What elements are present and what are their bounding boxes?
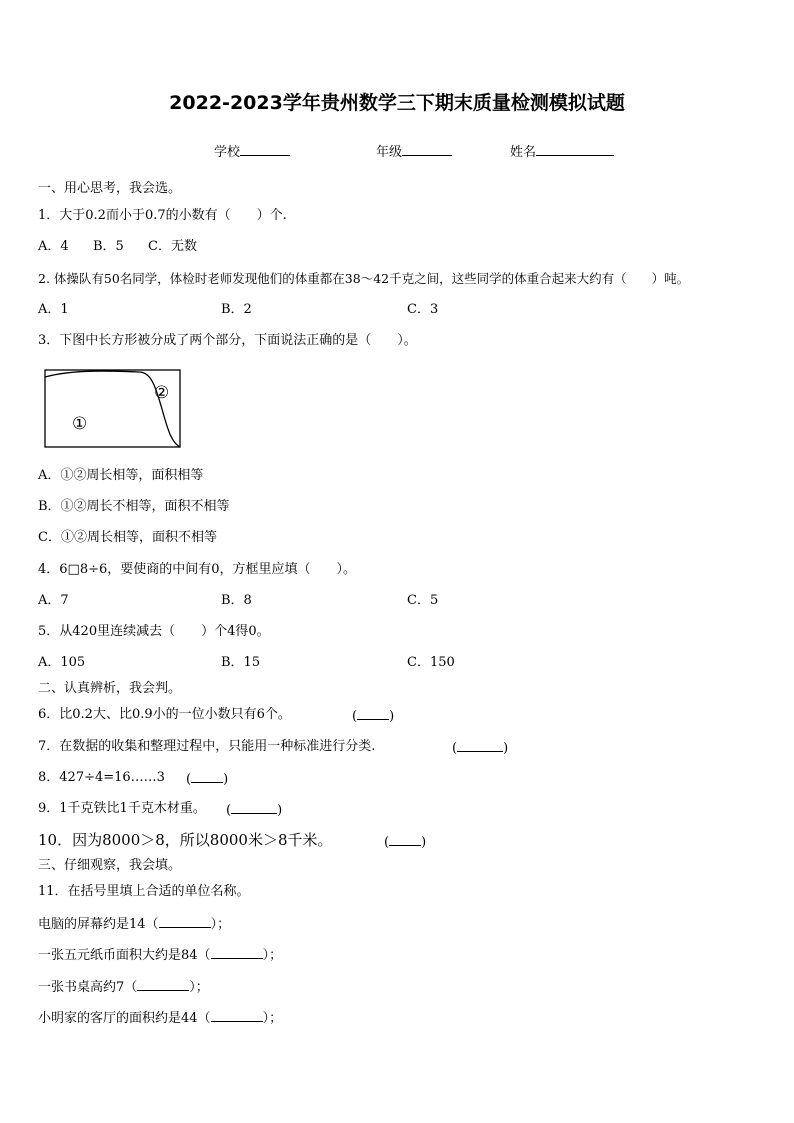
school-blank[interactable] — [240, 143, 290, 156]
section-1-heading: 一、用心思考，我会选。 — [38, 181, 182, 196]
q11-line-3-text: 一张书桌高约7 — [38, 980, 125, 995]
q8-answer-blank[interactable]: ( ) — [186, 772, 229, 787]
question-3: 3．下图中长方形被分成了两个部分，下面说法正确的是（ ）。 — [38, 333, 417, 348]
q4-option-c[interactable]: C．5 — [407, 593, 439, 608]
q11-line-2-text: 一张五元纸币面积大约是84 — [38, 948, 198, 963]
q9-answer-blank[interactable]: ( ) — [226, 803, 283, 818]
q10-answer-blank[interactable]: ( ) — [384, 835, 427, 850]
name-blank[interactable] — [536, 143, 614, 156]
q4-option-b[interactable]: B．8 — [221, 593, 252, 608]
q11-line-1-text: 电脑的屏幕约是14 — [38, 917, 146, 932]
rectangle-outline — [45, 370, 180, 447]
question-1: 1．大于0.2而小于0.7的小数有（ ）个. — [38, 208, 287, 223]
q7-answer-blank[interactable]: ( ) — [452, 741, 509, 756]
q11-line-2: 一张五元纸币面积大约是84（ ）； — [38, 948, 283, 963]
school-field — [214, 141, 290, 160]
region-2-label: ② — [154, 383, 170, 403]
question-8: 8．427÷4=16……3 — [38, 770, 165, 785]
q11-line-4-text: 小明家的客厅的面积约是44 — [38, 1011, 198, 1026]
grade-field — [376, 141, 452, 160]
question-2: 2. 体操队有50名同学，体检时老师发现他们的体重都在38～42千克之间，这些同学的体重合起来大约有（ ）吨。 — [38, 271, 690, 286]
q11-blank-2[interactable] — [211, 946, 263, 959]
question-7: 7．在数据的收集和整理过程中，只能用一种标准进行分类. — [38, 739, 376, 754]
question-11: 11．在括号里填上合适的单位名称。 — [38, 884, 250, 899]
question-5: 5．从420里连续减去（ ）个4得0。 — [38, 624, 270, 639]
question-9: 9．1千克铁比1千克木材重。 — [38, 801, 206, 816]
q5-option-c[interactable]: C．150 — [407, 655, 455, 670]
school-label: 学校 — [214, 145, 241, 160]
grade-blank[interactable] — [402, 143, 452, 156]
question-10: 10．因为8000＞8，所以8000米＞8千米。 — [38, 831, 333, 849]
q11-line-3: 一张书桌高约7（ ）； — [38, 980, 209, 995]
question-6: 6．比0.2大、比0.9小的一位小数只有6个。 — [38, 707, 291, 722]
q1-option-a[interactable]: A．4 — [38, 239, 69, 254]
page-title: 2022-2023学年贵州数学三下期末质量检测模拟试题 — [169, 92, 625, 114]
q11-blank-4[interactable] — [211, 1009, 263, 1022]
q2-option-b[interactable]: B．2 — [221, 302, 252, 317]
region-1-label: ① — [72, 414, 88, 434]
q11-blank-3[interactable] — [137, 978, 189, 991]
q1-option-c[interactable]: C．无数 — [148, 239, 197, 254]
q2-option-c[interactable]: C．3 — [407, 302, 439, 317]
q4-option-a[interactable]: A．7 — [38, 593, 69, 608]
question-4: 4．6□8÷6，要使商的中间有0，方框里应填（ ）。 — [38, 562, 357, 577]
grade-label: 年级 — [376, 145, 403, 160]
section-2-heading: 二、认真辨析，我会判。 — [38, 681, 182, 696]
name-label: 姓名 — [510, 145, 537, 160]
q5-option-a[interactable]: A．105 — [38, 655, 86, 670]
name-field — [510, 141, 614, 160]
q11-line-1: 电脑的屏幕约是14（ ）； — [38, 917, 231, 932]
q2-option-a[interactable]: A．1 — [38, 302, 69, 317]
q11-line-4: 小明家的客厅的面积约是44（ ）； — [38, 1011, 283, 1026]
section-3-heading: 三、仔细观察，我会填。 — [38, 858, 182, 873]
q3-option-a[interactable]: A．①②周长相等，面积相等 — [38, 468, 204, 483]
q3-option-c[interactable]: C．①②周长相等，面积不相等 — [38, 530, 217, 545]
q6-answer-blank[interactable]: ( ) — [352, 709, 395, 724]
q5-option-b[interactable]: B．15 — [221, 655, 261, 670]
q1-option-b[interactable]: B．5 — [93, 239, 124, 254]
q11-blank-1[interactable] — [159, 915, 211, 928]
rectangle-figure — [44, 369, 182, 449]
q3-option-b[interactable]: B．①②周长不相等，面积不相等 — [38, 499, 230, 514]
